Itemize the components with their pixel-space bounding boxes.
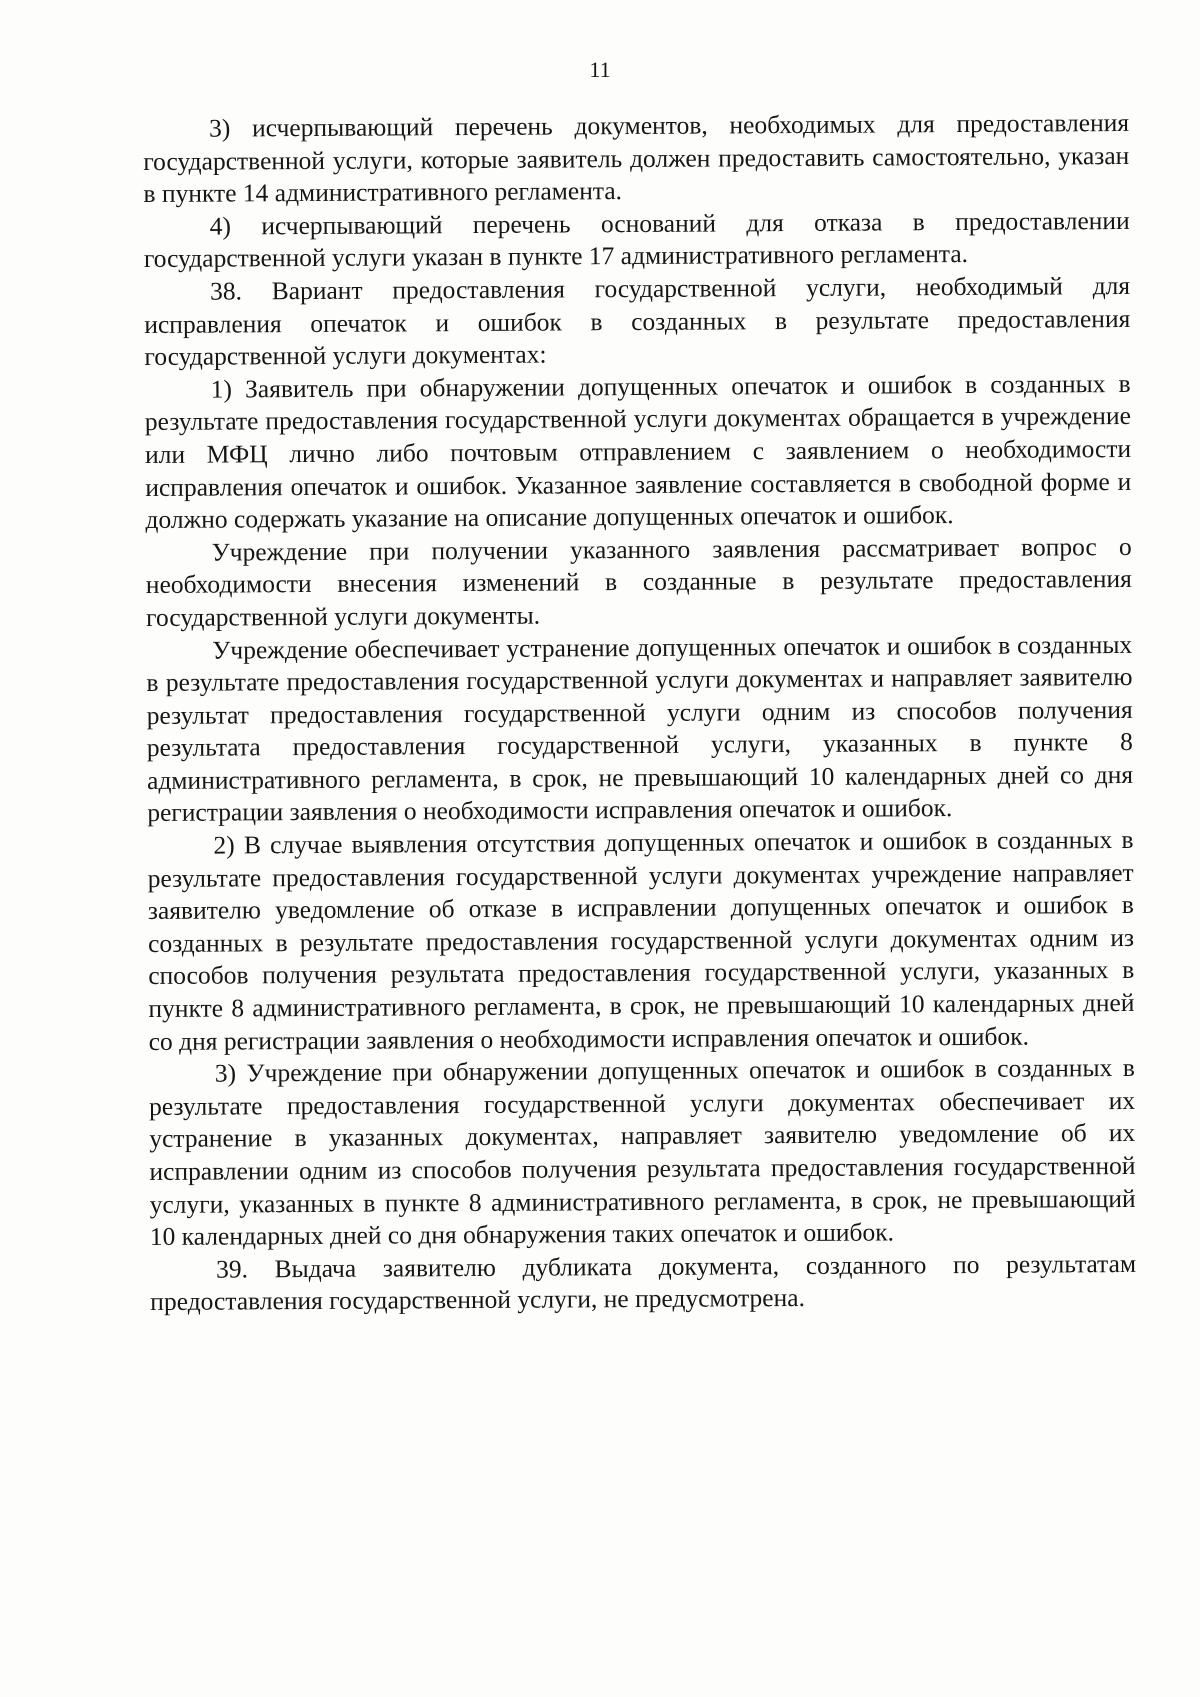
paragraph-38-item-1-review: Учреждение при получении указанного заявления рассматривает вопрос о необходимости внесения изменений в созданные в результате предоставления государственной услуги документы. [145, 531, 1132, 632]
document-body [143, 107, 1136, 1319]
paragraph-item-4: 4) исчерпывающий перечень оснований для отказа в предоставлении государственной услуги указан в пункте 17 административного регламента. [143, 205, 1130, 274]
paragraph-38-item-2: 2) В случае выявления отсутствия допущенных опечаток и ошибок в созданных в результате предоставления государственной услуги документах учреждение направляет заявителю уведомление об отказе в исправлении допущенных опечаток и ошибок в созданных в результате предоставления государственной услуги документах одним из способов получения результата предоставления государственной услуги, указанных в пункте 8 административного регламента, в срок, не превышающий 10 календарных дней со дня регистрации заявления о необходимости исправления опечаток и ошибок. [147, 825, 1135, 1056]
paragraph-item-3: 3) исчерпывающий перечень документов, необходимых для предоставления государственной услуги, которые заявитель должен предоставить самостоятельно, указан в пункте 14 административного регламента. [143, 107, 1130, 209]
paragraph-section-38: 38. Вариант предоставления государственной услуги, необходимый для исправления опечаток и ошибок в созданных в результате предоставления государственной услуги документах: [144, 270, 1131, 372]
page-number: 11 [589, 57, 611, 82]
paragraph-38-item-3: 3) Учреждение при обнаружении допущенных опечаток и ошибок в созданных в результате предоставления государственной услуги документах обеспечивает их устранение в указанных документах, направляет заявителю уведомление об их исправлении одним из способов получения результата предоставления государственной услуги, указанных в пункте 8 административного регламента, в срок, не превышающий 10 календарных дней со дня обнаружения таких опечаток и ошибок. [148, 1053, 1136, 1252]
paragraph-section-39: 39. Выдача заявителю дубликата документа, созданного по результатам предоставления государственной услуги, не предусмотрена. [150, 1248, 1137, 1317]
paragraph-38-item-1: 1) Заявитель при обнаружении допущенных опечаток и ошибок в созданных в результате предоставления государственной услуги документах обращается в учреждение или МФЦ лично либо почтовым отправлением с заявлением о необходимости исправления опечаток и ошибок. Указанное заявление составляется в свободной форме и должно содержать указание на описание допущенных опечаток и ошибок. [144, 368, 1132, 535]
paragraph-38-item-1-correction: Учреждение обеспечивает устранение допущенных опечаток и ошибок в созданных в результате предоставления государственной услуги документах и направляет заявителю результат предоставления государственной услуги одним из способов получения результата предоставления государственной услуги, указанных в пункте 8 административного регламента, в срок, не превышающий 10 календарных дней со дня регистрации заявления о необходимости исправления опечаток и ошибок. [146, 629, 1134, 828]
